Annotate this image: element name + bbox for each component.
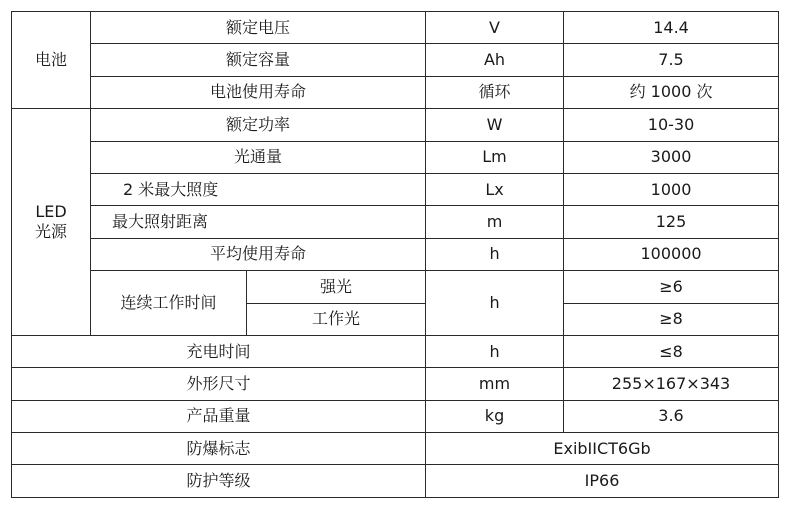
table-row <box>12 12 779 44</box>
value-cell: 1000 <box>564 173 779 205</box>
value-cell: 100000 <box>564 238 779 270</box>
table-row <box>12 368 779 400</box>
continuous-work-label: 连续工作时间 <box>91 271 247 336</box>
param-cell: 防爆标志 <box>12 433 426 465</box>
param-cell: 平均使用寿命 <box>91 238 426 270</box>
group-battery: 电池 <box>12 12 91 109</box>
unit-cell: mm <box>426 368 564 400</box>
unit-cell: Lm <box>426 141 564 173</box>
unit-cell: m <box>426 206 564 238</box>
table-row <box>12 44 779 76</box>
param-cell: 额定容量 <box>91 44 426 76</box>
table-row <box>12 433 779 465</box>
unit-cell: 循环 <box>426 76 564 108</box>
group-led-line1: LED <box>35 202 67 222</box>
param-cell: 额定电压 <box>91 12 426 44</box>
unit-cell: Ah <box>426 44 564 76</box>
param-cell: 充电时间 <box>12 335 426 367</box>
group-led-line2: 光源 <box>34 222 67 242</box>
table-row <box>12 109 779 141</box>
unit-cell: h <box>426 271 564 336</box>
unit-cell: h <box>426 238 564 270</box>
unit-cell: kg <box>426 400 564 432</box>
table-row <box>12 238 779 270</box>
value-cell: 125 <box>564 206 779 238</box>
param-cell: 产品重量 <box>12 400 426 432</box>
value-cell: 约 1000 次 <box>564 76 779 108</box>
table-row <box>12 400 779 432</box>
table-row <box>12 465 779 497</box>
param-cell: 光通量 <box>91 141 426 173</box>
table-row <box>12 141 779 173</box>
unit-cell: Lx <box>426 173 564 205</box>
mode-cell: 工作光 <box>247 303 426 335</box>
param-cell: 最大照射距离 <box>91 206 426 238</box>
table-row <box>12 173 779 205</box>
mode-cell: 强光 <box>247 271 426 303</box>
table-row <box>12 76 779 108</box>
value-cell: 3000 <box>564 141 779 173</box>
unit-cell: V <box>426 12 564 44</box>
table-row <box>12 271 779 303</box>
value-cell: 3.6 <box>564 400 779 432</box>
param-cell: 外形尺寸 <box>12 368 426 400</box>
value-cell: IP66 <box>426 465 779 497</box>
table-row <box>12 206 779 238</box>
value-cell: 7.5 <box>564 44 779 76</box>
value-cell: ExibIICT6Gb <box>426 433 779 465</box>
value-cell: ≥8 <box>564 303 779 335</box>
value-cell: ≥6 <box>564 271 779 303</box>
value-cell: 14.4 <box>564 12 779 44</box>
param-cell: 电池使用寿命 <box>91 76 426 108</box>
value-cell: 10-30 <box>564 109 779 141</box>
spec-table <box>11 11 779 498</box>
value-cell: 255×167×343 <box>564 368 779 400</box>
value-cell: ≤8 <box>564 335 779 367</box>
group-led <box>12 109 91 336</box>
param-cell: 额定功率 <box>91 109 426 141</box>
unit-cell: h <box>426 335 564 367</box>
param-cell: 2 米最大照度 <box>91 173 426 205</box>
unit-cell: W <box>426 109 564 141</box>
param-cell: 防护等级 <box>12 465 426 497</box>
table-row <box>12 335 779 367</box>
